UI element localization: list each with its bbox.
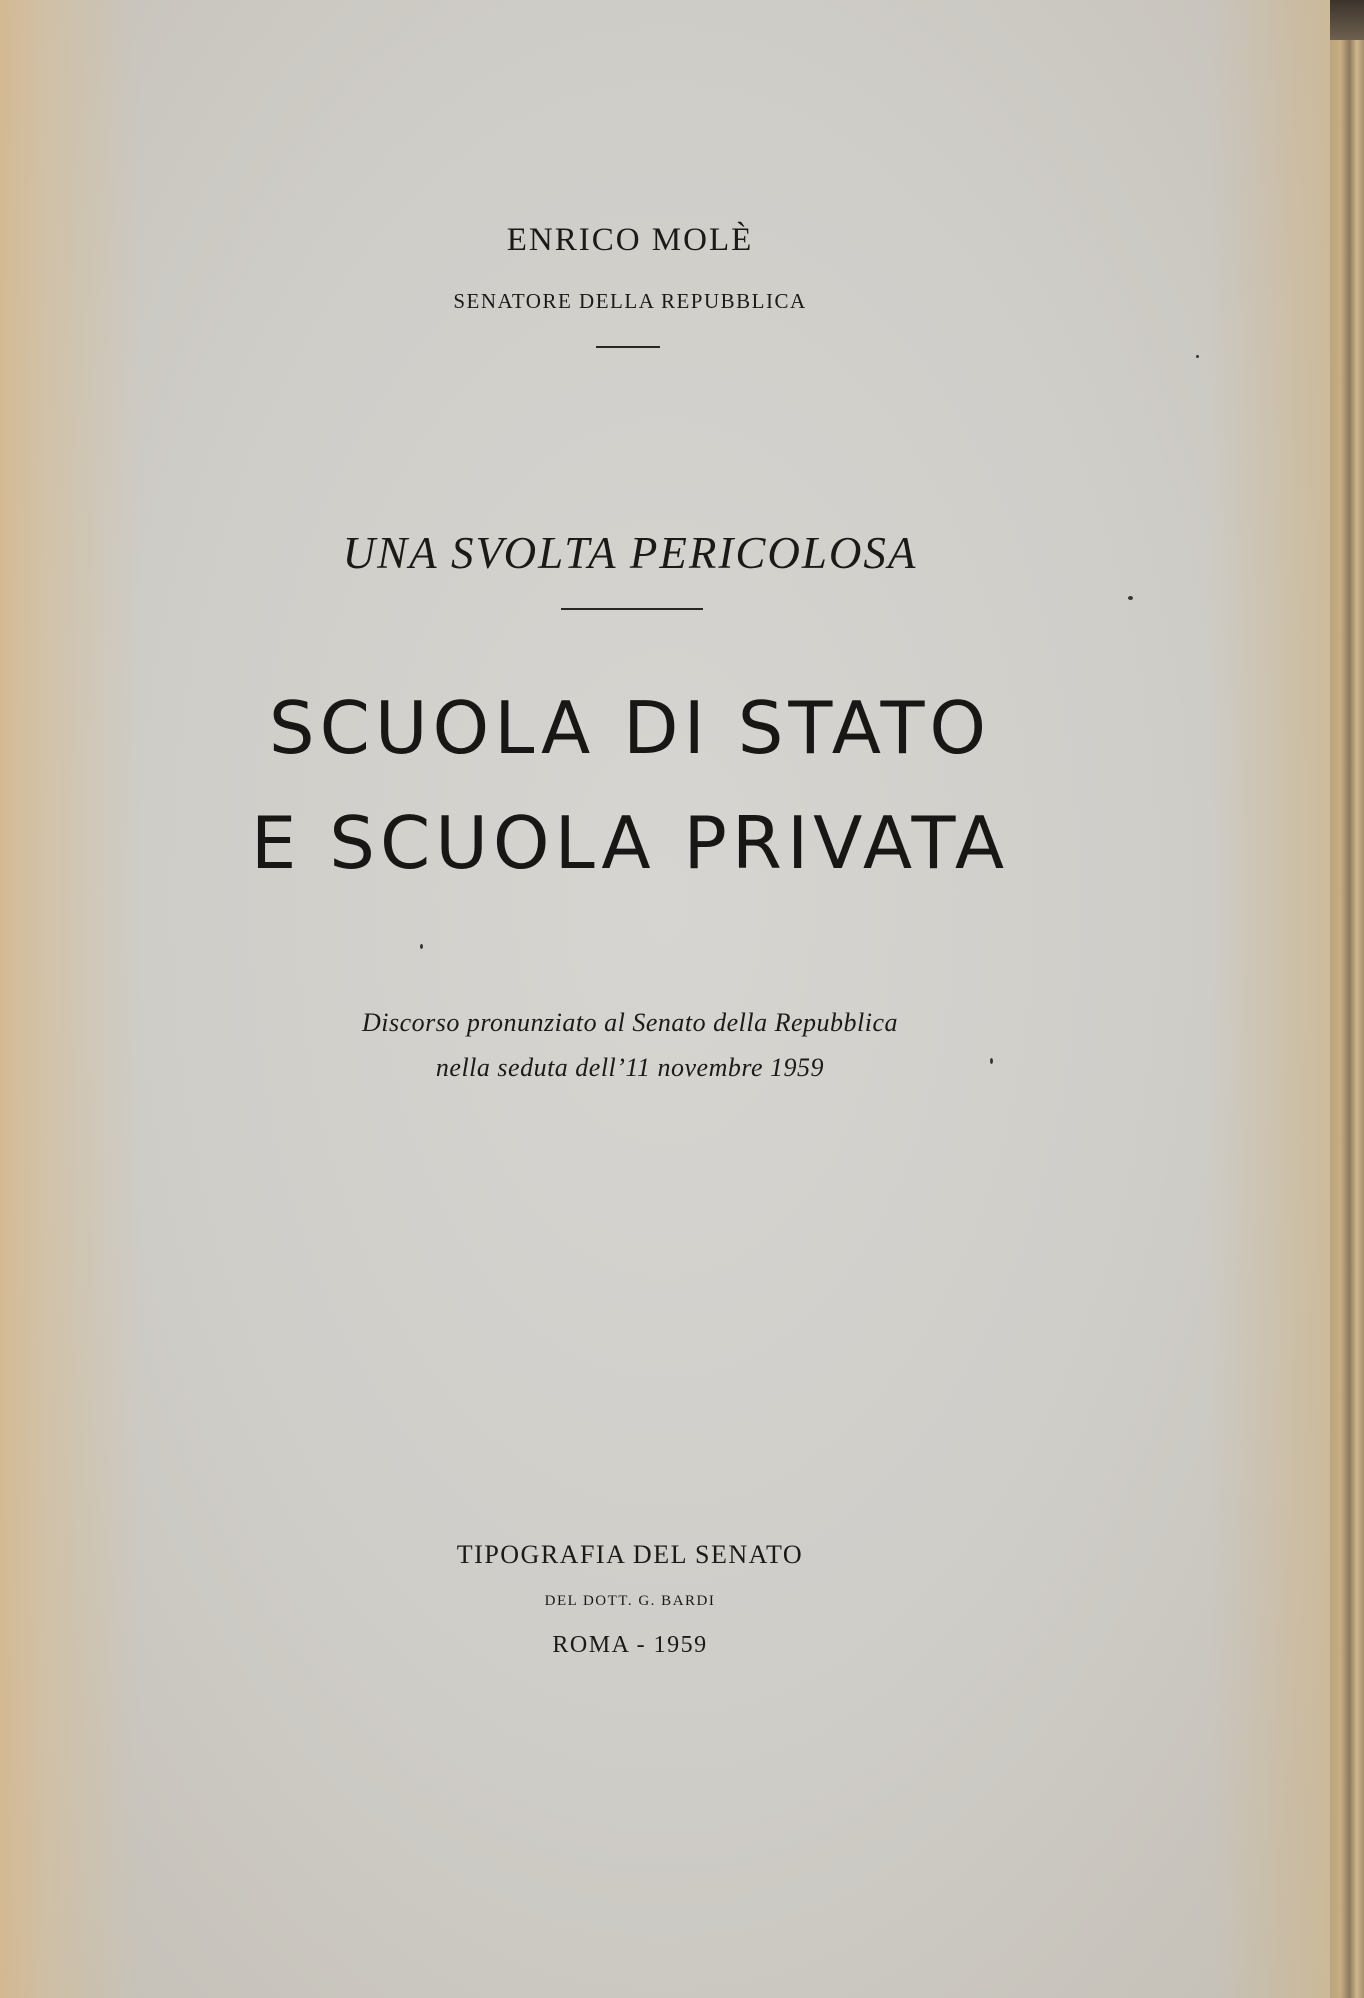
printer-name: TIPOGRAFIA DEL SENATO xyxy=(456,1540,804,1569)
speech-description-line-1: Discorso pronunziato al Senato della Repubblica xyxy=(362,1008,898,1037)
title-line-1: SCUOLA DI STATO xyxy=(268,686,992,770)
title-line-2: E SCUOLA PRIVATA xyxy=(250,801,1010,885)
paper-speck xyxy=(990,1058,993,1064)
author-name: ENRICO MOLÈ xyxy=(506,222,754,258)
paper-speck xyxy=(420,944,423,949)
place-and-year: ROMA - 1959 xyxy=(552,1632,708,1658)
speech-description-line-2: nella seduta dell’11 novembre 1959 xyxy=(435,1053,825,1082)
divider-rule xyxy=(561,608,703,610)
subtitle: UNA SVOLTA PERICOLOSA xyxy=(342,528,918,578)
paper-speck xyxy=(1196,355,1199,358)
printer-owner: DEL DOTT. G. BARDI xyxy=(544,1593,716,1609)
author-role: SENATORE DELLA REPUBBLICA xyxy=(453,289,807,313)
paper-speck xyxy=(1128,596,1133,600)
divider-rule xyxy=(596,346,660,348)
page-stack-edge xyxy=(1328,0,1364,1998)
